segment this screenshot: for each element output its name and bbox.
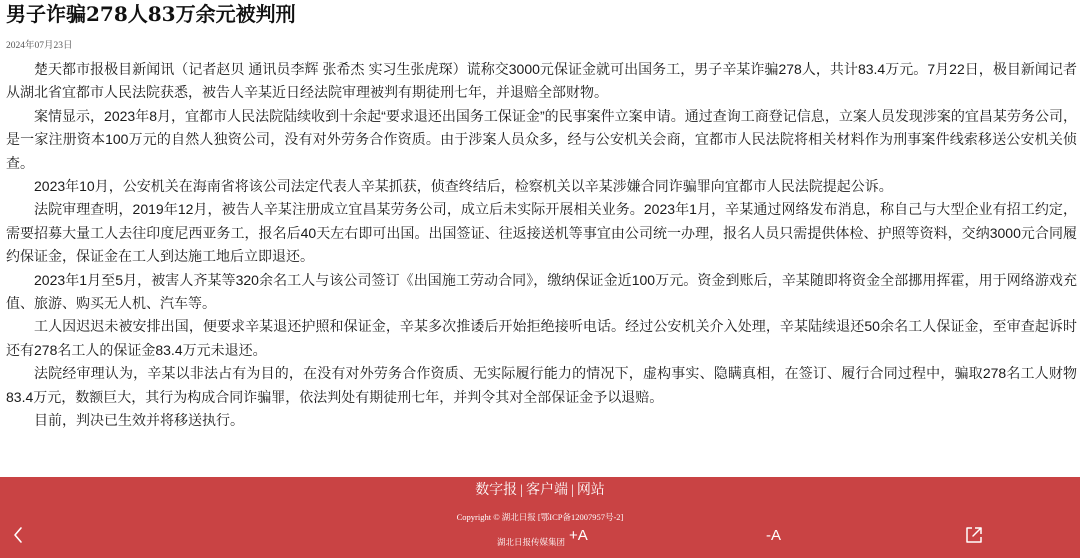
- footer-separator: |: [520, 483, 523, 498]
- client-app-link[interactable]: 客户端: [526, 483, 568, 498]
- article-paragraph: 法院经审理认为，辛某以非法占有为目的，在没有对外劳务合作资质、无实际履行能力的情况下，虚构事实、隐瞒真相，在签订、履行合同过程中，骗取278名工人财物83.4万元，数额巨大，其行为构成合同诈骗罪，依法判处有期徒刑七年，并判令其对全部保证金予以退赔。: [6, 365, 1077, 405]
- footer-separator: |: [571, 483, 574, 498]
- share-external-icon: [964, 525, 984, 545]
- share-button[interactable]: [964, 525, 984, 545]
- publish-date: 2024年07月23日: [6, 41, 73, 51]
- digital-paper-link[interactable]: 数字报: [475, 483, 518, 498]
- footer-links: [0, 481, 1080, 501]
- article-title: 男子诈骗278人83万余元被判刑: [6, 2, 296, 26]
- page-footer: [0, 477, 1080, 558]
- article-paragraph: 目前，判决已生效并将移送执行。: [34, 412, 244, 429]
- chevron-left-icon: [10, 525, 26, 545]
- website-link[interactable]: 网站: [576, 483, 605, 498]
- publisher-group: 湖北日报传媒集团: [497, 537, 566, 547]
- font-increase-button[interactable]: +A: [569, 527, 588, 544]
- article-paragraph: 案情显示，2023年8月，宜都市人民法院陆续收到十余起“要求退还出国务工保证金”的民事案件立案申请。通过查询工商登记信息，立案人员发现涉案的宜昌某劳务公司，是一家注册资本100万元的自然人独资公司，没有对外劳务合作资质。由于涉案人员众多，经与公安机关会商，宜都市人民法院将相关材料作为刑事案件线索移送公安机关侦查。: [6, 107, 1077, 171]
- article-paragraph: 2023年1月至5月，被害人齐某等320余名工人与该公司签订《出国施工劳动合同》，缴纳保证金近100万元。资金到账后，辛某随即将资金全部挪用挥霍，用于网络游戏充值、旅游、购买无人机、汽车等。: [6, 271, 1077, 312]
- font-decrease-button[interactable]: -A: [766, 527, 781, 544]
- article-paragraph: 法院审理查明，2019年12月，被告人辛某注册成立宜昌某劳务公司，成立后未实际开展相关业务。2023年1月，辛某通过网络发布消息，称自己与大型企业有招工约定，需要招募大量工人去往印度尼西亚务工，报名后40天左右即可出国。出国签证、往返接送机等事宜由公司统一办理，报名人员只需提供体检、护照等资料，交纳3000元合同履约保证金，保证金在工人到达施工地后立即退还。: [6, 201, 1077, 265]
- article-paragraph: 工人因迟迟未被安排出国，便要求辛某退还护照和保证金，辛某多次推诿后开始拒绝接听电话。经过公安机关介入处理，辛某陆续退还50余名工人保证金，至审查起诉时还有278名工人的保证金83.4万元未退还。: [6, 318, 1077, 358]
- back-button[interactable]: [10, 525, 26, 545]
- copyright-text: Copyright © 湖北日报 [鄂ICP备12007957号-2]: [456, 512, 624, 522]
- article-paragraph: 2023年10月，公安机关在海南省将该公司法定代表人辛某抓获，侦查终结后，检察机关以辛某涉嫌合同诈骗罪向宜都市人民法院提起公诉。: [34, 178, 893, 195]
- article-paragraph: 楚天都市报极目新闻讯（记者赵贝 通讯员李辉 张希杰 实习生张虎琛）谎称交3000元保证金就可出国务工，男子辛某诈骗278人，共计83.4万元。7月22日，极目新闻记者从湖北省宜都市人民法院获悉，被告人辛某近日经法院审理被判有期徒刑七年，并退赔全部财物。: [6, 61, 1077, 101]
- article-body: [6, 58, 1077, 433]
